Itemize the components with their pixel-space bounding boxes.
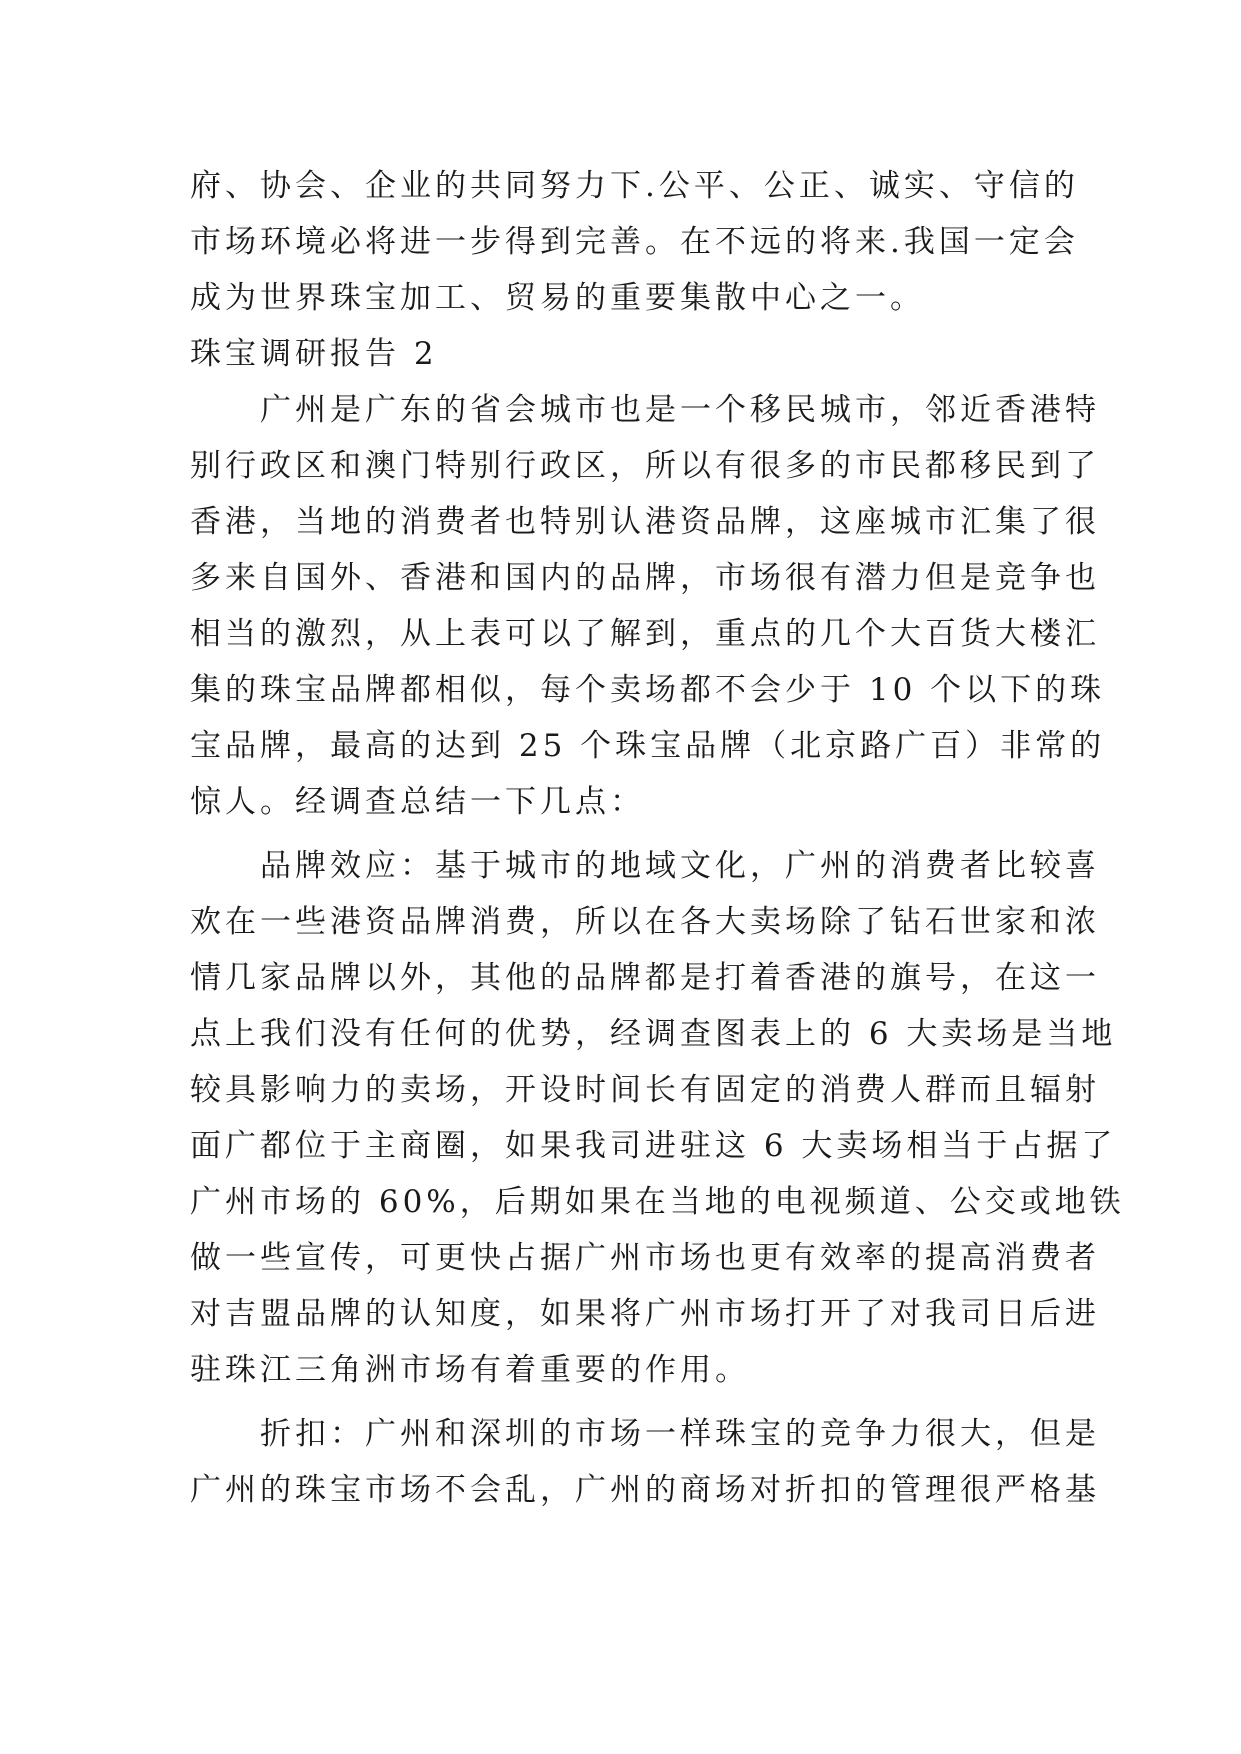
paragraph-continuation (190, 158, 1079, 326)
text-line: 相当的激烈，从上表可以了解到，重点的几个大百货大楼汇 (190, 616, 1100, 652)
text-line: 市场环境必将进一步得到完善。在不远的将来.我国一定会 (190, 224, 1079, 260)
text-line: 较具影响力的卖场，开设时间长有固定的消费人群而且辐射 (190, 1072, 1100, 1108)
document-body (190, 158, 1125, 1518)
text-line: 广州是广东的省会城市也是一个移民城市，邻近香港特 (190, 392, 1100, 428)
text-line: 惊人。经调查总结一下几点： (190, 784, 645, 820)
text-line: 折扣：广州和深圳的市场一样珠宝的竞争力很大，但是 (190, 1416, 1100, 1452)
text-line: 欢在一些港资品牌消费，所以在各大卖场除了钻石世家和浓 (190, 904, 1100, 940)
text-line: 做一些宣传，可更快占据广州市场也更有效率的提高消费者 (190, 1240, 1100, 1276)
text-line: 驻珠江三角洲市场有着重要的作用。 (190, 1352, 750, 1388)
text-line: 情几家品牌以外，其他的品牌都是打着香港的旗号，在这一 (190, 960, 1100, 996)
paragraph-discount (190, 1406, 1100, 1518)
text-line: 宝品牌，最高的达到 25 个珠宝品牌（北京路广百）非常的 (190, 728, 1106, 764)
text-line: 成为世界珠宝加工、贸易的重要集散中心之一。 (190, 280, 925, 316)
paragraph-intro (190, 382, 1106, 830)
text-line: 对吉盟品牌的认知度，如果将广州市场打开了对我司日后进 (190, 1296, 1100, 1332)
text-line: 广州市场的 60%，后期如果在当地的电视频道、公交或地铁 (190, 1184, 1125, 1220)
text-line: 面广都位于主商圈，如果我司进驻这 6 大卖场相当于占据了 (190, 1128, 1117, 1164)
text-line: 品牌效应：基于城市的地域文化，广州的消费者比较喜 (190, 848, 1100, 884)
heading-text: 珠宝调研报告 2 (190, 336, 438, 372)
text-line: 多来自国外、香港和国内的品牌，市场很有潜力但是竞争也 (190, 560, 1100, 596)
paragraph-brand-effect (190, 838, 1125, 1398)
text-line: 点上我们没有任何的优势，经调查图表上的 6 大卖场是当地 (190, 1016, 1117, 1052)
text-line: 府、协会、企业的共同努力下.公平、公正、诚实、守信的 (190, 168, 1079, 204)
text-line: 别行政区和澳门特别行政区，所以有很多的市民都移民到了 (190, 448, 1100, 484)
text-line: 集的珠宝品牌都相似，每个卖场都不会少于 10 个以下的珠 (190, 672, 1106, 708)
section-heading (190, 326, 1052, 382)
text-line: 香港，当地的消费者也特别认港资品牌，这座城市汇集了很 (190, 504, 1100, 540)
text-line: 广州的珠宝市场不会乱，广州的商场对折扣的管理很严格基 (190, 1472, 1100, 1508)
